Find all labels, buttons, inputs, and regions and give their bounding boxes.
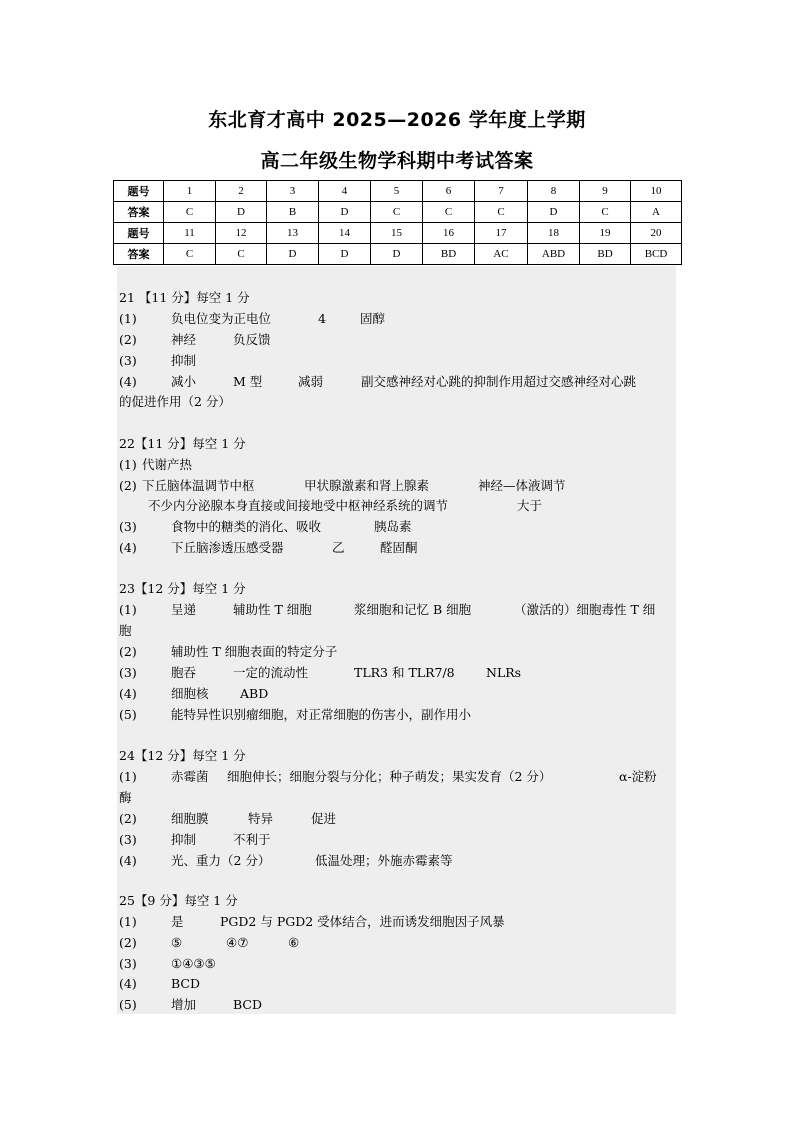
answer-blank: 抑制 <box>171 832 197 847</box>
table-cell: 20 <box>631 223 682 244</box>
item-number: (5) <box>119 707 137 722</box>
q24-header: 24【12 分】每空 1 分 <box>119 748 246 763</box>
q25-line-3 <box>119 955 216 972</box>
table-cell: D <box>371 244 423 265</box>
q23-line-2 <box>119 643 337 660</box>
q24-line-2 <box>119 810 336 827</box>
answer-blank: 代谢产热 <box>142 457 193 472</box>
q21-line-4 <box>119 373 636 390</box>
table-cell: 4 <box>319 181 371 202</box>
item-number: (3) <box>119 353 137 368</box>
table-cell: D <box>319 202 371 223</box>
table-cell: 19 <box>580 223 631 244</box>
row-header-cell: 题号 <box>114 181 164 202</box>
answer-blank: 辅助性 T 细胞 <box>233 602 312 617</box>
table-cell: 13 <box>267 223 319 244</box>
answer-blank: 下丘脑体温调节中枢 <box>142 478 255 493</box>
answer-blank: 细胞伸长；细胞分裂与分化；种子萌发；果实发育（2 分） <box>227 769 552 784</box>
answer-blank: α-淀粉 <box>619 769 657 784</box>
q24-line-3 <box>119 831 271 848</box>
answer-blank: 胞吞 <box>171 665 197 680</box>
item-number: (1) <box>119 311 137 326</box>
table-cell: 9 <box>580 181 631 202</box>
answer-blank: 固醇 <box>360 311 386 326</box>
q25-header: 25【9 分】每空 1 分 <box>119 893 238 908</box>
table-cell: ABD <box>528 244 580 265</box>
q21-line-1 <box>119 310 385 327</box>
table-cell: B <box>267 202 319 223</box>
answer-blank: BCD <box>233 997 263 1012</box>
item-number: (1) <box>119 914 137 929</box>
item-number: (1) <box>119 457 137 472</box>
item-number: (2) <box>119 811 137 826</box>
table-cell: C <box>164 244 216 265</box>
q23-line-1 <box>119 601 655 618</box>
answer-blank: 大于 <box>517 498 543 513</box>
answer-blank: 神经—体液调节 <box>478 478 566 493</box>
row-header-cell: 答案 <box>114 244 164 265</box>
answer-blank: （激活的）细胞毒性 T 细 <box>514 602 656 617</box>
table-cell: 18 <box>528 223 580 244</box>
answer-blank: 神经 <box>171 332 197 347</box>
table-cell: C <box>371 202 423 223</box>
item-number: (4) <box>119 540 137 555</box>
item-number: (3) <box>119 519 137 534</box>
answer-blank: 甲状腺激素和肾上腺素 <box>304 478 430 493</box>
item-number: (4) <box>119 374 137 389</box>
answer-blank: 低温处理；外施赤霉素等 <box>315 853 453 868</box>
answer-blank: 胰岛素 <box>374 519 412 534</box>
answer-blank: ④⑦ <box>226 935 249 950</box>
answer-blank: 4 <box>318 311 326 326</box>
q22-line-3 <box>119 518 412 535</box>
answer-blank: 食物中的糖类的消化、吸收 <box>171 519 322 534</box>
q22-line-4 <box>119 539 418 556</box>
q21-line-4-continued: 的促进作用（2 分） <box>119 394 231 409</box>
answer-blank: 减弱 <box>298 374 324 389</box>
q24-line-4 <box>119 852 453 869</box>
q22-line-2-continued <box>148 497 542 514</box>
answer-blank: ⑥ <box>288 935 300 950</box>
table-cell: BCD <box>631 244 682 265</box>
answer-blank: 负反馈 <box>233 332 271 347</box>
q22-line-1 <box>119 456 192 473</box>
table-cell: C <box>475 202 528 223</box>
item-number: (1) <box>119 769 137 784</box>
table-row <box>114 244 682 265</box>
table-cell: 15 <box>371 223 423 244</box>
table-cell: C <box>164 202 216 223</box>
item-number: (4) <box>119 853 137 868</box>
table-row <box>114 181 682 202</box>
q25-line-2 <box>119 934 299 951</box>
table-row <box>114 223 682 244</box>
answer-blank: 不利于 <box>233 832 271 847</box>
table-cell: BD <box>580 244 631 265</box>
q21-line-3 <box>119 352 196 369</box>
item-number: (3) <box>119 665 137 680</box>
q23-line-5 <box>119 706 471 723</box>
q25-line-5 <box>119 996 262 1013</box>
table-cell: AC <box>475 244 528 265</box>
table-cell: 3 <box>267 181 319 202</box>
q24-line-1 <box>119 768 657 785</box>
answer-blank: 特异 <box>248 811 274 826</box>
q23-header: 23【12 分】每空 1 分 <box>119 581 246 596</box>
answer-blank: 细胞膜 <box>171 811 209 826</box>
answer-blank: 副交感神经对心跳的抑制作用超过交感神经对心跳 <box>361 374 637 389</box>
answer-blank: 呈递 <box>171 602 197 617</box>
table-cell: 7 <box>475 181 528 202</box>
answer-blank: 不少内分泌腺本身直接或间接地受中枢神经系统的调节 <box>148 498 449 513</box>
answer-blank: M 型 <box>233 374 263 389</box>
q23-line-3 <box>119 664 521 681</box>
q25-line-4 <box>119 975 200 992</box>
table-cell: 1 <box>164 181 216 202</box>
answer-blank: 辅助性 T 细胞表面的特定分子 <box>171 644 338 659</box>
item-number: (3) <box>119 956 137 971</box>
table-cell: C <box>580 202 631 223</box>
q22-header: 22【11 分】每空 1 分 <box>119 436 246 451</box>
item-number: (4) <box>119 976 137 991</box>
q25-line-1 <box>119 913 505 930</box>
answer-table-body <box>114 181 682 265</box>
answer-blank: 是 <box>171 914 184 929</box>
table-cell: D <box>319 244 371 265</box>
item-number: (3) <box>119 832 137 847</box>
table-cell: 6 <box>423 181 475 202</box>
row-header-cell: 题号 <box>114 223 164 244</box>
answer-blank: ①④③⑤ <box>171 956 216 971</box>
answer-blank: 乙 <box>332 540 345 555</box>
answer-blank: ABD <box>240 686 269 701</box>
table-cell: 16 <box>423 223 475 244</box>
item-number: (1) <box>119 602 137 617</box>
item-number: (2) <box>119 332 137 347</box>
item-number: (2) <box>119 935 137 950</box>
answer-blank: 能特异性识别瘤细胞，对正常细胞的伤害小，副作用小 <box>171 707 472 722</box>
answer-blank: 增加 <box>171 997 197 1012</box>
item-number: (2) <box>119 478 137 493</box>
table-cell: 5 <box>371 181 423 202</box>
table-cell: 8 <box>528 181 580 202</box>
table-cell: 2 <box>216 181 267 202</box>
table-cell: D <box>528 202 580 223</box>
answer-blank: 细胞核 <box>171 686 209 701</box>
answer-blank: 光、重力（2 分） <box>171 853 271 868</box>
answer-blank: 负电位变为正电位 <box>171 311 272 326</box>
table-cell: 17 <box>475 223 528 244</box>
item-number: (5) <box>119 997 137 1012</box>
table-cell: D <box>216 202 267 223</box>
answer-blank: 浆细胞和记忆 B 细胞 <box>354 602 472 617</box>
answer-blank: 赤霉菌 <box>171 769 209 784</box>
table-row <box>114 202 682 223</box>
answer-table <box>113 180 682 265</box>
answer-blank: TLR3 和 TLR7/8 <box>354 665 455 680</box>
answer-blank: 醛固酮 <box>380 540 418 555</box>
table-cell: D <box>267 244 319 265</box>
table-cell: 12 <box>216 223 267 244</box>
item-number: (2) <box>119 644 137 659</box>
item-number: (4) <box>119 686 137 701</box>
answer-blank: BCD <box>171 976 201 991</box>
answer-blank: 一定的流动性 <box>233 665 309 680</box>
document-subtitle: 高二年级生物学科期中考试答案 <box>260 150 534 172</box>
q21-line-2 <box>119 331 271 348</box>
answer-blank: 抑制 <box>171 353 197 368</box>
row-header-cell: 答案 <box>114 202 164 223</box>
answer-blank: 促进 <box>311 811 337 826</box>
table-cell: 14 <box>319 223 371 244</box>
document-title: 东北育才高中 2025—2026 学年度上学期 <box>208 109 586 131</box>
table-cell: C <box>423 202 475 223</box>
q23-line-4 <box>119 685 268 702</box>
table-cell: A <box>631 202 682 223</box>
answer-blank: NLRs <box>486 665 522 680</box>
q22-line-2 <box>119 477 566 494</box>
answer-blank: 减小 <box>171 374 197 389</box>
table-cell: C <box>216 244 267 265</box>
table-cell: 11 <box>164 223 216 244</box>
q24-line-1-continued: 酶 <box>119 790 132 805</box>
table-cell: BD <box>423 244 475 265</box>
q21-header: 21 【11 分】每空 1 分 <box>119 290 250 305</box>
answer-blank: 下丘脑渗透压感受器 <box>171 540 284 555</box>
table-cell: 10 <box>631 181 682 202</box>
answer-blank: ⑤ <box>171 935 183 950</box>
answer-blank: PGD2 与 PGD2 受体结合，进而诱发细胞因子风暴 <box>220 914 505 929</box>
q23-line-1-continued: 胞 <box>119 623 132 638</box>
